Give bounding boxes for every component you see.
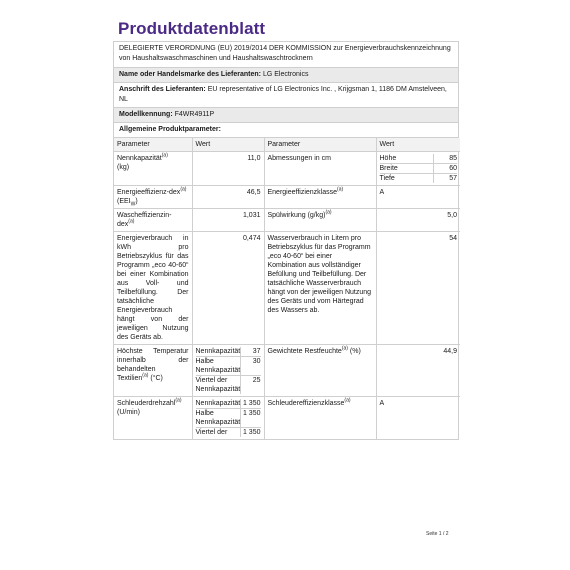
eei-value: 46,5 — [192, 186, 264, 209]
temp-quarter-value: 25 — [241, 376, 261, 395]
temp-full-value: 37 — [241, 347, 261, 357]
header-value: Wert — [192, 138, 264, 152]
temp-quarter-label: Viertel der Nennkapazität — [195, 377, 241, 393]
table-row — [114, 186, 460, 209]
energy-use-value: 0,474 — [192, 232, 264, 345]
table-row — [114, 345, 460, 397]
supplier-label: Name oder Handelsmarke des Lieferanten: — [119, 71, 261, 78]
energy-use-label: Energieverbrauch in kWh pro Betriebszyklus für das Programm „eco 40-60“ bei einer Kombination aus Voll- und Teilbefüllung. Der tatsächliche Energieverbrauch hängt von der jeweiligen Nutzung des Geräts ab. — [114, 232, 192, 345]
dimensions-table — [380, 154, 458, 183]
moisture-value: 44,9 — [376, 345, 460, 397]
spin-table — [196, 399, 261, 437]
table-row — [114, 232, 460, 345]
regulation-text: DELEGIERTE VERORDNUNG (EU) 2019/2014 DER KOMMISSION zur Energieverbrauchskennzeichnung von Haushaltswaschmaschinen und Haushaltswaschtrocknern — [114, 42, 458, 68]
capacity-label: Nennkapazität$^{(a)}$ (kg) — [114, 152, 192, 186]
energy-class-label: Energieeffizienzklasse$^{(a)}$ — [264, 186, 376, 209]
spin-half-value: 1 350 — [241, 409, 261, 428]
wash-label: Wascheffizienzin-dex$^{(a)}$ — [114, 209, 192, 232]
eei-label: Energieeffizienz-dex$^{(a)}$ $(EEI_W)$ — [114, 186, 192, 209]
sheet-frame — [113, 41, 459, 440]
address-value: EU representative of LG Electronics Inc. , Krijgsman 1, 1186 DM Amstelveen, NL — [119, 86, 447, 103]
max-temp-label: Höchste Temperatur innerhalb der behandelten Textilien$^{(a)}$ (°C) — [114, 345, 192, 397]
spin-full-label: Nennkapazität — [195, 400, 241, 407]
address-row — [114, 83, 458, 108]
water-use-value: 54 — [376, 232, 460, 345]
model-value: F4WR4911P — [174, 111, 215, 118]
table-row — [114, 209, 460, 232]
table-row — [114, 152, 460, 186]
spin-half-label: Halbe Nennkapazität — [195, 410, 241, 426]
header-param-2: Parameter — [264, 138, 376, 152]
dimensions-label: Abmessungen in cm — [264, 152, 376, 186]
max-temp-table — [196, 347, 261, 394]
supplier-value: LG Electronics — [262, 71, 309, 78]
moisture-label: Gewichtete Restfeuchte$^{(a)}$ (%) — [264, 345, 376, 397]
address-label: Anschrift des Lieferanten: — [119, 86, 206, 93]
model-row — [114, 108, 458, 123]
width-label: Breite — [380, 164, 434, 174]
general-params-heading: Allgemeine Produktparameter: — [114, 123, 458, 138]
water-use-label: Wasserverbrauch in Litern pro Betriebszyklus für das Programm „eco 40-60“ bei einer Kombination aus vollständiger Befüllung und Teilbefüllung. Der tatsächliche Wasserverbrauch hängt von der jeweiligen Nutzung des Geräts und vom Härtegrad des Wassers ab. — [264, 232, 376, 345]
product-sheet — [113, 19, 459, 440]
spin-label: Schleuderdrehzahl$^{(a)}$ (U/min) — [114, 397, 192, 440]
height-label: Höhe — [380, 154, 434, 164]
height-value: 85 — [433, 154, 457, 164]
page-number: Seite 1 / 2 — [426, 531, 449, 537]
spin-class-label: Schleudereffizienzklasse$^{(a)}$ — [264, 397, 376, 440]
table-row — [114, 397, 460, 440]
spin-quarter-value: 1 350 — [241, 428, 261, 438]
header-value-2: Wert — [376, 138, 460, 152]
page-title: Produktdatenblatt — [118, 19, 266, 38]
supplier-row — [114, 68, 458, 83]
rinse-label: Spülwirkung $(g/kg)^{(a)}$ — [264, 209, 376, 232]
temp-half-value: 30 — [241, 357, 261, 376]
depth-label: Tiefe — [380, 174, 434, 184]
model-label: Modellkennung: — [119, 111, 173, 118]
rinse-value: 5,0 — [376, 209, 460, 232]
spin-class-value: A — [376, 397, 460, 440]
energy-class-value: A — [376, 186, 460, 209]
width-value: 60 — [433, 164, 457, 174]
header-param: Parameter — [114, 138, 192, 152]
capacity-value: 11,0 — [192, 152, 264, 186]
params-table — [114, 138, 460, 439]
spin-full-value: 1 350 — [241, 399, 261, 409]
depth-value: 57 — [433, 174, 457, 184]
table-header-row — [114, 138, 460, 152]
spin-quarter-label: Viertel der — [196, 428, 241, 438]
dimensions-cell — [376, 152, 460, 186]
wash-value: 1,031 — [192, 209, 264, 232]
spin-cell — [192, 397, 264, 440]
temp-half-label: Halbe Nennkapazität — [195, 358, 241, 374]
max-temp-cell — [192, 345, 264, 397]
temp-full-label: Nennkapazität — [195, 348, 241, 355]
